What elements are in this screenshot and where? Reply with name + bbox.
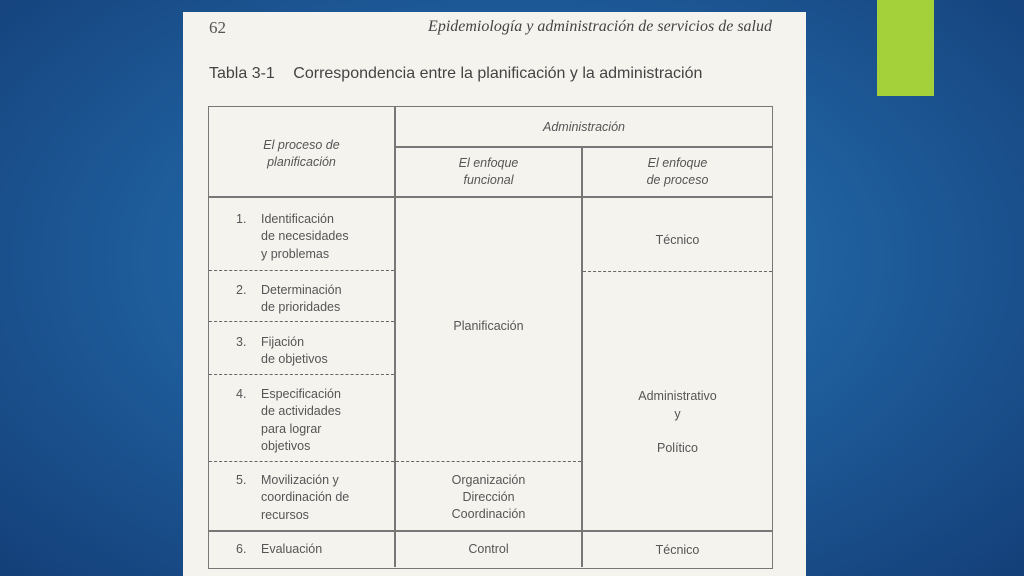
col1-header: El proceso de planificación: [263, 138, 340, 169]
row-separator: [396, 461, 581, 462]
process-administrativo: Administrativo y Político: [638, 389, 717, 455]
process-tecnico-bottom: Técnico: [655, 543, 700, 557]
table-divider: [581, 146, 583, 567]
row-separator: [209, 321, 394, 322]
planning-table: El proceso de planificación Administración El enfoque funcional El enfoque de proceso 1. Identificación de necesidades y problemas 2. Determinación de prioridades 3. Fijación de objetivos 4. Especificación de actividades para lograr objetivos 5. Movilización y coordinación de recursos 6. Evaluación Planificación Organización Dirección Coordinación Control Técnico Administrativo y Político Técnico: [208, 106, 773, 569]
admin-header: Administración: [543, 120, 625, 134]
table-caption-number: Tabla 3-1: [209, 65, 275, 82]
running-head: Epidemiología y administración de servicios de salud: [428, 18, 772, 35]
col2-header: El enfoque funcional: [458, 156, 519, 187]
functional-planificacion: Planificación: [453, 319, 524, 333]
table-divider: [209, 196, 772, 198]
accent-bar: [877, 0, 934, 96]
row-separator: [209, 461, 394, 462]
process-tecnico-top: Técnico: [655, 233, 700, 247]
scanned-page: [183, 12, 806, 576]
page-number: 62: [209, 18, 226, 37]
col3-header: El enfoque de proceso: [646, 156, 709, 187]
table-divider: [394, 146, 772, 148]
row-separator: [209, 374, 394, 375]
functional-organizacion: Organización Dirección Coordinación: [451, 473, 526, 521]
row-separator: [583, 271, 772, 272]
table-divider: [209, 530, 772, 532]
functional-control: Control: [468, 542, 509, 556]
row-separator: [209, 270, 394, 271]
table-caption-text: Correspondencia entre la planificación y la administración: [293, 65, 703, 82]
table-caption: [209, 65, 702, 83]
